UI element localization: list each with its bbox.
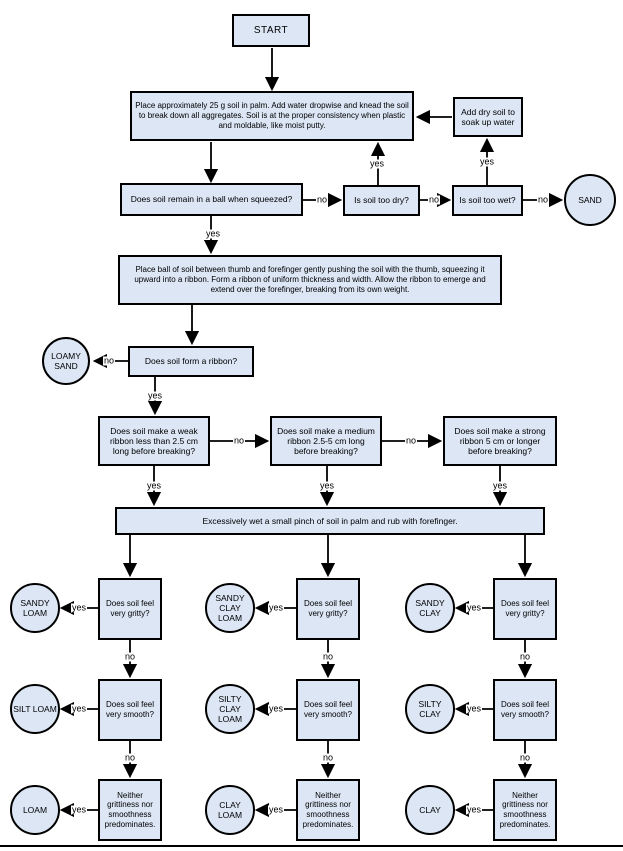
node-prep-label: Place approximately 25 g soil in palm. Add water dropwise and knead the soil to break down all aggregates. Soil is at the proper consistency when plastic and moldable, like moist putty.	[135, 101, 409, 130]
node-ribbon-question	[128, 346, 254, 377]
terminal-silt-loam-label: SILT LOAM	[13, 703, 57, 714]
node-smooth-label-3: Does soil feel very smooth?	[500, 700, 550, 719]
edge-label-yes: yes	[466, 703, 482, 714]
edge-label-yes: yes	[492, 480, 508, 491]
terminal-sand	[564, 174, 616, 226]
edge-label-yes: yes	[369, 158, 385, 169]
node-ball-question	[120, 183, 303, 216]
node-smooth-question-2	[296, 679, 360, 741]
edge-label-yes: yes	[71, 703, 87, 714]
edge-label-yes: yes	[147, 390, 163, 401]
node-wet-pinch-label: Excessively wet a small pinch of soil in palm and rub with forefinger.	[202, 515, 458, 526]
edge-label-yes: yes	[268, 703, 284, 714]
node-wet-pinch-instructions	[115, 507, 545, 535]
node-weak-ribbon-label: Does soil make a weak ribbon less than 2.5 cm long before breaking?	[110, 425, 198, 457]
edge-label-yes: yes	[466, 602, 482, 613]
edge-label-no: no	[537, 194, 549, 205]
edge-label-no: no	[519, 752, 531, 763]
edge-label-no: no	[428, 194, 440, 205]
terminal-sandy-loam-label: SANDY LOAM	[20, 597, 50, 618]
terminal-sandy-clay-loam-label: SANDY CLAY LOAM	[215, 592, 245, 624]
node-neither-label-1: Neither grittiness nor smoothness predominates.	[104, 790, 156, 829]
edge-label-no: no	[405, 435, 417, 446]
node-strong-ribbon-question	[443, 416, 557, 466]
node-neither-question-2	[296, 779, 360, 841]
node-medium-ribbon-question	[270, 416, 382, 466]
terminal-sand-label: SAND	[578, 194, 602, 205]
node-smooth-label-2: Does soil feel very smooth?	[303, 700, 353, 719]
node-ribbon-instructions-label: Place ball of soil between thumb and forefinger gently pushing the soil with the thumb, squeezing it upward into a ribbon. Form a ribbon of uniform thickness and width. Allow the ribbon to emerge and extend over the forefinger, breaking from its own weight.	[134, 265, 486, 294]
node-gritty-label-2: Does soil feel very gritty?	[303, 599, 353, 618]
node-neither-label-2: Neither grittiness nor smoothness predominates.	[302, 790, 354, 829]
edge-label-yes: yes	[479, 156, 495, 167]
edge-label-yes: yes	[71, 602, 87, 613]
terminal-silty-clay-label: SILTY CLAY	[418, 698, 442, 719]
terminal-silt-loam	[10, 684, 60, 734]
edge-label-no: no	[316, 194, 328, 205]
edge-label-yes: yes	[71, 804, 87, 815]
terminal-loamy-sand	[42, 337, 90, 385]
edge-label-no: no	[103, 355, 115, 366]
page-bottom-rule	[0, 845, 623, 847]
edge-label-no: no	[519, 651, 531, 662]
edge-label-no: no	[322, 752, 334, 763]
edge-label-yes: yes	[466, 804, 482, 815]
node-smooth-question-1	[98, 679, 162, 741]
node-too-wet-question	[452, 185, 523, 216]
node-neither-label-3: Neither grittiness nor smoothness predominates.	[499, 790, 551, 829]
terminal-silty-clay-loam	[205, 684, 255, 734]
terminal-sandy-loam	[10, 583, 60, 633]
node-smooth-question-3	[493, 679, 557, 741]
node-gritty-question-2	[296, 578, 360, 640]
terminal-loamy-sand-label: LOAMY SAND	[51, 350, 81, 371]
edge-label-no: no	[124, 752, 136, 763]
node-smooth-label-1: Does soil feel very smooth?	[105, 700, 155, 719]
node-ball-question-label: Does soil remain in a ball when squeezed?	[130, 194, 293, 205]
terminal-loam	[10, 785, 60, 835]
node-weak-ribbon-question	[98, 416, 210, 466]
node-too-dry-label: Is soil too dry?	[354, 195, 409, 206]
edge-label-yes: yes	[268, 804, 284, 815]
node-gritty-question-3	[493, 578, 557, 640]
terminal-sandy-clay	[405, 583, 455, 633]
node-ribbon-question-label: Does soil form a ribbon?	[144, 356, 238, 367]
terminal-loam-label: LOAM	[22, 804, 48, 815]
node-gritty-question-1	[98, 578, 162, 640]
edge-label-yes: yes	[205, 228, 221, 239]
edge-label-no: no	[124, 651, 136, 662]
edge-label-yes: yes	[146, 480, 162, 491]
node-neither-question-1	[98, 779, 162, 841]
node-too-dry-question	[343, 185, 420, 216]
node-gritty-label-3: Does soil feel very gritty?	[500, 599, 550, 618]
node-start-label: START	[253, 24, 289, 36]
node-ribbon-instructions	[118, 255, 502, 305]
terminal-sandy-clay-loam	[205, 583, 255, 633]
terminal-clay-loam	[205, 785, 255, 835]
node-gritty-label-1: Does soil feel very gritty?	[105, 599, 155, 618]
node-add-dry-label: Add dry soil to soak up water	[461, 106, 515, 127]
node-medium-ribbon-label: Does soil make a medium ribbon 2.5-5 cm long before breaking?	[277, 425, 375, 457]
node-neither-question-3	[493, 779, 557, 841]
node-prep-instructions	[130, 91, 414, 141]
node-start	[232, 14, 310, 47]
edge-label-yes: yes	[268, 602, 284, 613]
terminal-clay-loam-label: CLAY LOAM	[217, 799, 243, 820]
edge-label-yes: yes	[319, 480, 335, 491]
terminal-clay	[405, 785, 455, 835]
terminal-silty-clay-loam-label: SILTY CLAY LOAM	[217, 693, 243, 725]
node-too-wet-label: Is soil too wet?	[459, 195, 516, 206]
terminal-silty-clay	[405, 684, 455, 734]
node-add-dry-soil	[453, 97, 523, 137]
edge-label-no: no	[233, 435, 245, 446]
terminal-sandy-clay-label: SANDY CLAY	[415, 597, 445, 618]
edge-label-no: no	[322, 651, 334, 662]
terminal-clay-label: CLAY	[419, 804, 441, 815]
node-strong-ribbon-label: Does soil make a strong ribbon 5 cm or longer before breaking?	[454, 425, 546, 457]
